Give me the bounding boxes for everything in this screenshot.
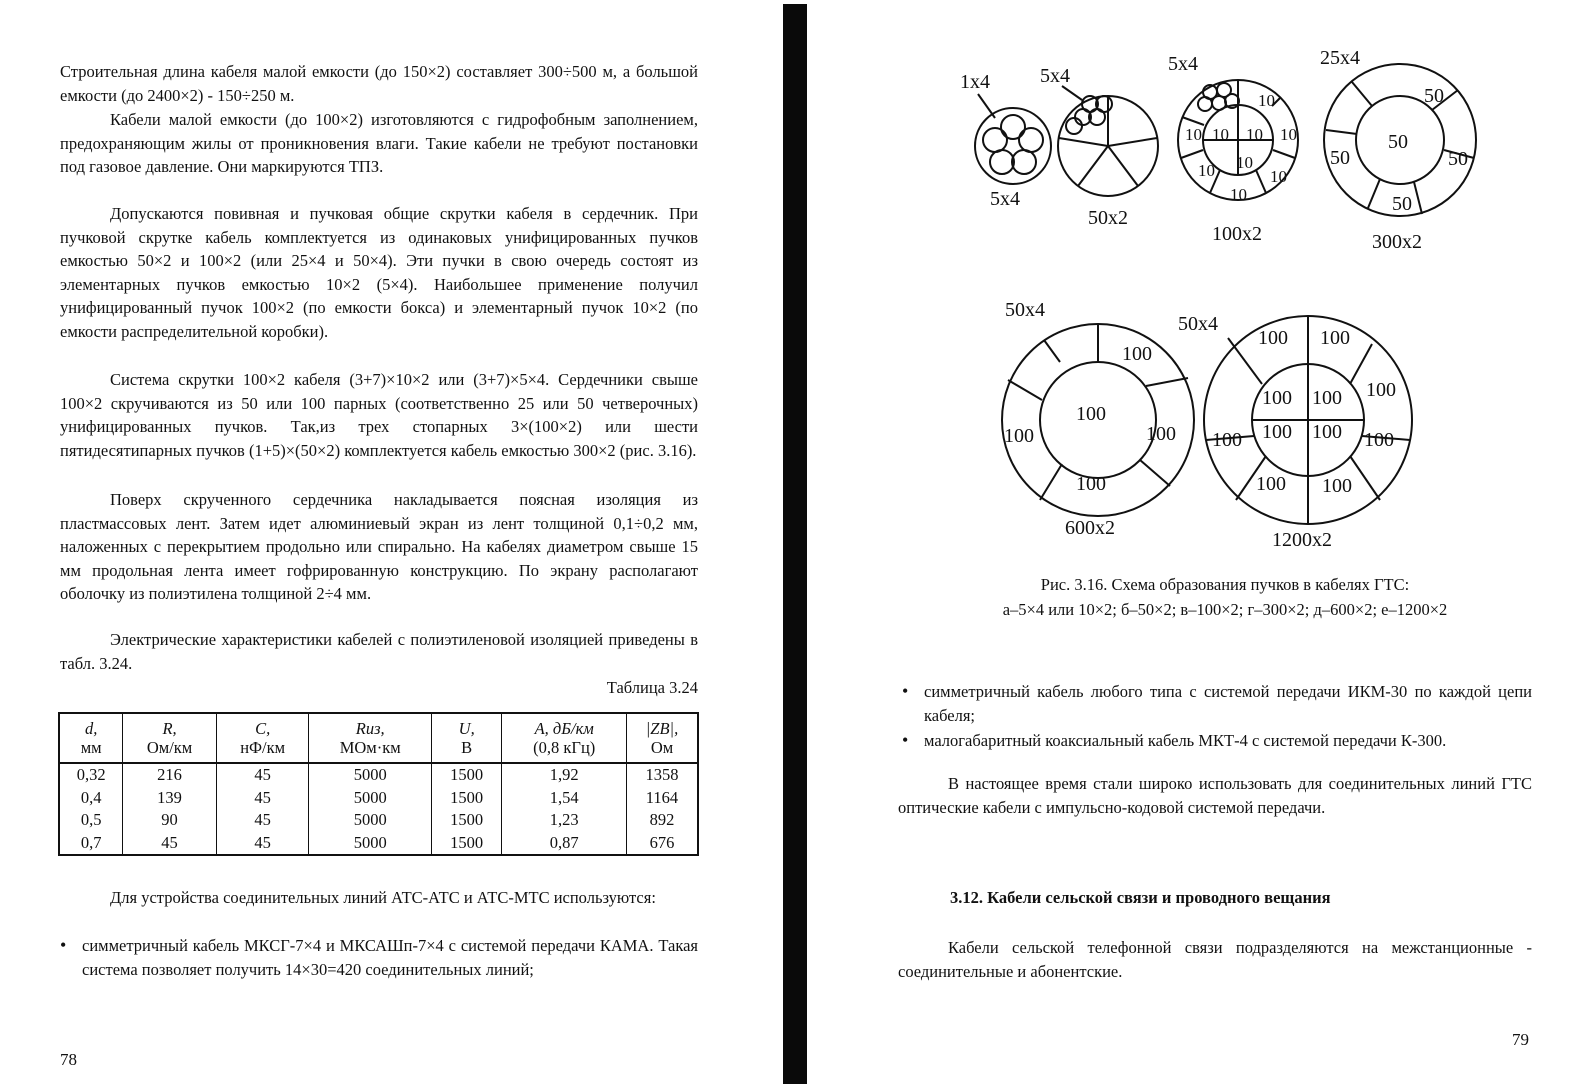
table-cell: 0,4 (59, 787, 123, 810)
svg-text:50: 50 (1388, 131, 1408, 153)
table-cell: 45 (216, 763, 309, 787)
header-d: d, мм (59, 713, 123, 763)
figure-caption-title: Рис. 3.16. Схема образования пучков в кабелях ГТС: (1040, 575, 1410, 594)
svg-text:100: 100 (1262, 421, 1292, 443)
svg-text:100: 100 (1262, 387, 1292, 409)
label-c-bottom: 100x2 (1212, 223, 1262, 245)
svg-text:10: 10 (1236, 153, 1253, 172)
svg-text:10: 10 (1198, 161, 1215, 180)
header-zb: |ZB|, Ом (627, 713, 699, 763)
page-number-left: 78 (60, 1050, 77, 1069)
table-cell: 0,87 (502, 832, 627, 856)
svg-text:100: 100 (1076, 403, 1106, 425)
svg-text:100: 100 (1258, 327, 1288, 349)
svg-text:10: 10 (1270, 167, 1287, 186)
svg-text:50: 50 (1392, 193, 1412, 215)
table-cell: 0,5 (59, 809, 123, 832)
svg-text:100: 100 (1122, 343, 1152, 365)
svg-text:50: 50 (1448, 148, 1468, 170)
section-heading: 3.12. Кабели сельской связи и проводного вещания (950, 888, 1331, 907)
label-f-top: 50x4 (1178, 313, 1218, 335)
right-last-paragraph: Кабели сельской телефонной связи подразделяются на межстанционные - соединительные и абонентские. (898, 938, 1532, 981)
figure-caption-legend: а–5×4 или 10×2; б–50×2; в–100×2; г–300×2; д–600×2; е–1200×2 (1002, 600, 1448, 619)
table-cell: 0,32 (59, 763, 123, 787)
table-cell: 1,92 (502, 763, 627, 787)
svg-text:10: 10 (1246, 125, 1263, 144)
svg-text:100: 100 (1312, 387, 1342, 409)
table-cell: 1500 (431, 763, 502, 787)
right-bullet-list (898, 680, 1532, 755)
table-cell: 45 (123, 832, 217, 856)
svg-text:10: 10 (1280, 125, 1297, 144)
svg-text:100: 100 (1366, 379, 1396, 401)
svg-text:100: 100 (1076, 473, 1106, 495)
svg-text:100: 100 (1312, 421, 1342, 443)
list-item: • симметричный кабель любого типа с системой передачи ИКМ-30 по каждой цепи кабеля; (898, 680, 1532, 727)
label-d-bottom: 300x2 (1372, 231, 1422, 253)
label-f-bottom: 1200x2 (1272, 529, 1332, 551)
page-number-right: 79 (1512, 1030, 1529, 1049)
paragraph-5: Поверх скрученного сердечника накладывается поясная изоляция из пластмассовых лент. Затем идет алюминиевый экран из лент толщиной 0,1÷0,2 мм, наложенных с перекрытием продольно или спирально. На кабелях диаметром свыше 15 мм продольная лента имеет гофрированную конструкцию. По экрану располагают оболочку из полиэтилена толщиной 2÷4 мм. (60, 490, 698, 603)
table-cell: 1,54 (502, 787, 627, 810)
svg-text:50: 50 (1424, 85, 1444, 107)
table-cell: 1358 (627, 763, 699, 787)
right-paragraph: В настоящее время стали широко использовать для соединительных линий ГТС оптические кабели с импульсно-кодовой системой передачи. (898, 774, 1532, 817)
label-c-top: 5x4 (1168, 53, 1198, 75)
svg-text:100: 100 (1256, 473, 1286, 495)
svg-text:100: 100 (1322, 475, 1352, 497)
table-cell: 892 (627, 809, 699, 832)
table-cell: 0,7 (59, 832, 123, 856)
label-e-top: 50x4 (1005, 299, 1045, 321)
bundle-a-outer (975, 108, 1051, 184)
table-cell: 1500 (431, 809, 502, 832)
header-c: C, нФ/км (216, 713, 309, 763)
svg-text:100: 100 (1320, 327, 1350, 349)
table-cell: 1,23 (502, 809, 627, 832)
header-riz: Rиз, МОм·км (309, 713, 431, 763)
table-cell: 1164 (627, 787, 699, 810)
list-item: • симметричный кабель МКСГ-7×4 и МКСАШп-7×4 с системой передачи КАМА. Такая система позволяет получить 14×30=420 соединительных линий; (56, 934, 698, 981)
table-cell: 45 (216, 787, 309, 810)
svg-text:100: 100 (1004, 425, 1034, 447)
table-cell: 676 (627, 832, 699, 856)
label-b-bottom: 50x2 (1088, 207, 1128, 229)
table-cell: 5000 (309, 763, 431, 787)
header-u: U, В (431, 713, 502, 763)
svg-text:10: 10 (1258, 91, 1275, 110)
figure-caption (910, 572, 1540, 622)
table-cell: 90 (123, 809, 217, 832)
table-cell: 5000 (309, 809, 431, 832)
svg-text:10: 10 (1212, 125, 1229, 144)
header-r: R, Ом/км (123, 713, 217, 763)
paragraph-after-table: Для устройства соединительных линий АТС-АТС и АТС-МТС используются: (110, 888, 656, 907)
paragraph-3: Допускаются повивная и пучковая общие скрутки кабеля в сердечник. При пучковой скрутке кабель комплектуется из одинаковых унифицированных пучков емкостью 50×2 и 100×2 (или 25×4 и 50×4). Эти пучки в свою очередь состоят из элементарных пучков емкостью 10×2 (5×4). Наибольшее применение получил унифицированный пучок 100×2 (по емкости бокса) и элементарный пучок 10×2 (по емкости распределительной коробки). (60, 204, 698, 341)
table-cell: 1500 (431, 787, 502, 810)
label-b-top: 5x4 (1040, 65, 1070, 87)
svg-text:50: 50 (1330, 147, 1350, 169)
svg-text:10: 10 (1185, 125, 1202, 144)
table-cell: 5000 (309, 832, 431, 856)
table-caption: Таблица 3.24 (606, 678, 698, 697)
table-cell: 139 (123, 787, 217, 810)
svg-text:100: 100 (1146, 423, 1176, 445)
svg-text:100: 100 (1212, 429, 1242, 451)
header-a: A, дБ/км (0,8 кГц) (502, 713, 627, 763)
paragraph-1: Строительная длина кабеля малой емкости (до 150×2) составляет 300÷500 м, а большой емкости (до 2400×2) - 150÷250 м. (60, 62, 698, 105)
label-e-bottom: 600x2 (1065, 517, 1115, 539)
table-cell: 216 (123, 763, 217, 787)
table-cell: 45 (216, 832, 309, 856)
label-d-top: 25x4 (1320, 47, 1360, 69)
table-cell: 5000 (309, 787, 431, 810)
svg-text:100: 100 (1364, 429, 1394, 451)
table-cell: 1500 (431, 832, 502, 856)
paragraph-6: Электрические характеристики кабелей с полиэтиленовой изоляцией приведены в табл. 3.24. (60, 630, 698, 673)
table-cell: 45 (216, 809, 309, 832)
label-a-bottom: 5x4 (990, 188, 1020, 210)
paragraph-2: Кабели малой емкости (до 100×2) изготовляются с гидрофобным заполнением, предохраняющим жилы от проникновения влаги. Такие кабели не требуют постановки под газовое давление. Они маркируются ТПЗ. (60, 110, 698, 176)
list-item: • малогабаритный коаксиальный кабель МКТ-4 с системой передачи К-300. (898, 729, 1532, 753)
label-a-top: 1x4 (960, 71, 990, 93)
paragraph-4: Система скрутки 100×2 кабеля (3+7)×10×2 или (3+7)×5×4. Сердечники свыше 100×2 скручиваются из 50 или 100 парных (соответственно 25 или 50 четверочных) унифицированных пучков. Так,из трех стопарных 3×(100×2) или шести пятидесятипарных пучков (1+5)×(50×2) комплектуется кабель емкостью 300×2 (рис. 3.16). (60, 370, 698, 460)
svg-text:10: 10 (1230, 185, 1247, 204)
